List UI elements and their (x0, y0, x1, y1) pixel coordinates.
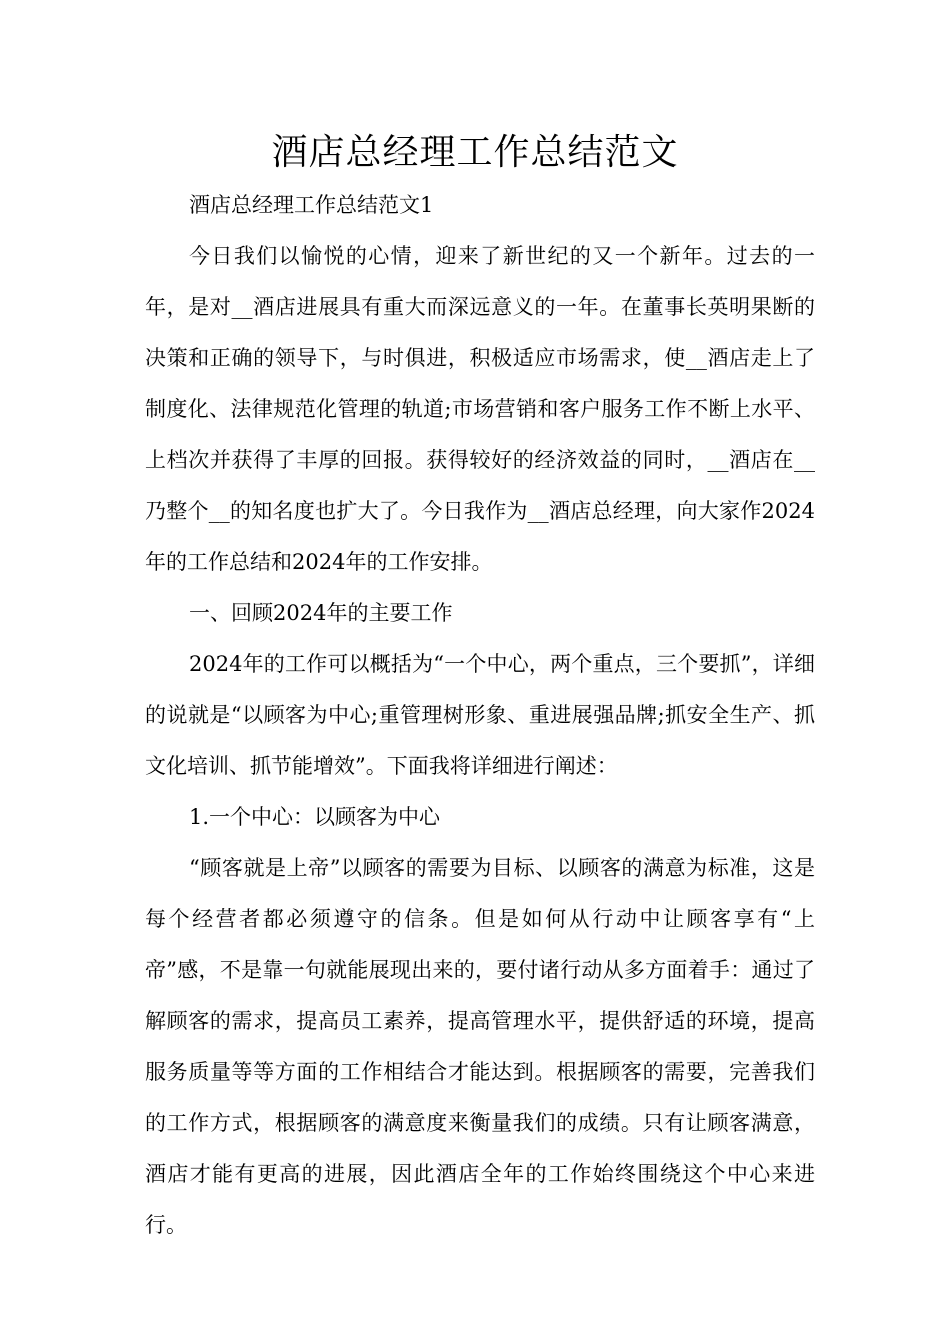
document-title: 酒店总经理工作总结范文 (271, 132, 679, 173)
subsection-heading: 1.一个中心：以顾客为中心 (189, 805, 441, 829)
paragraph-summary: 2024年的工作可以概括为“一个中心，两个重点，三个要抓”，详细的说就是“以顾客为中心;重管理树形象、重进展强品牌;抓安全生产、抓文化培训、抓节能增效”。下面我将详细进行阐述： (145, 652, 815, 778)
section-heading: 一、回顾2024年的主要工作 (189, 601, 453, 625)
document-subtitle: 酒店总经理工作总结范文1 (189, 193, 434, 217)
document-body (145, 180, 815, 1251)
paragraph-intro: 今日我们以愉悦的心情，迎来了新世纪的又一个新年。过去的一年，是对__酒店进展具有重大而深远意义的一年。在董事长英明果断的决策和正确的领导下，与时俱进，积极适应市场需求，使__酒店走上了制度化、法律规范化管理的轨道;市场营销和客户服务工作不断上水平、上档次并获得了丰厚的回报。获得较好的经济效益的同时，__酒店在__乃整个__的知名度也扩大了。今日我作为__酒店总经理，向大家作2024年的工作总结和2024年的工作安排。 (145, 244, 815, 574)
paragraph-customer: “顾客就是上帝”以顾客的需要为目标、以顾客的满意为标准，这是每个经营者都必须遵守的信条。但是如何从行动中让顾客享有“上帝”感，不是靠一句就能展现出来的，要付诸行动从多方面着手：通过了解顾客的需求，提高员工素养，提高管理水平，提供舒适的环境，提高服务质量等等方面的工作相结合才能达到。根据顾客的需要，完善我们的工作方式，根据顾客的满意度来衡量我们的成绩。只有让顾客满意，酒店才能有更高的进展，因此酒店全年的工作始终围绕这个中心来进行。 (145, 856, 815, 1237)
